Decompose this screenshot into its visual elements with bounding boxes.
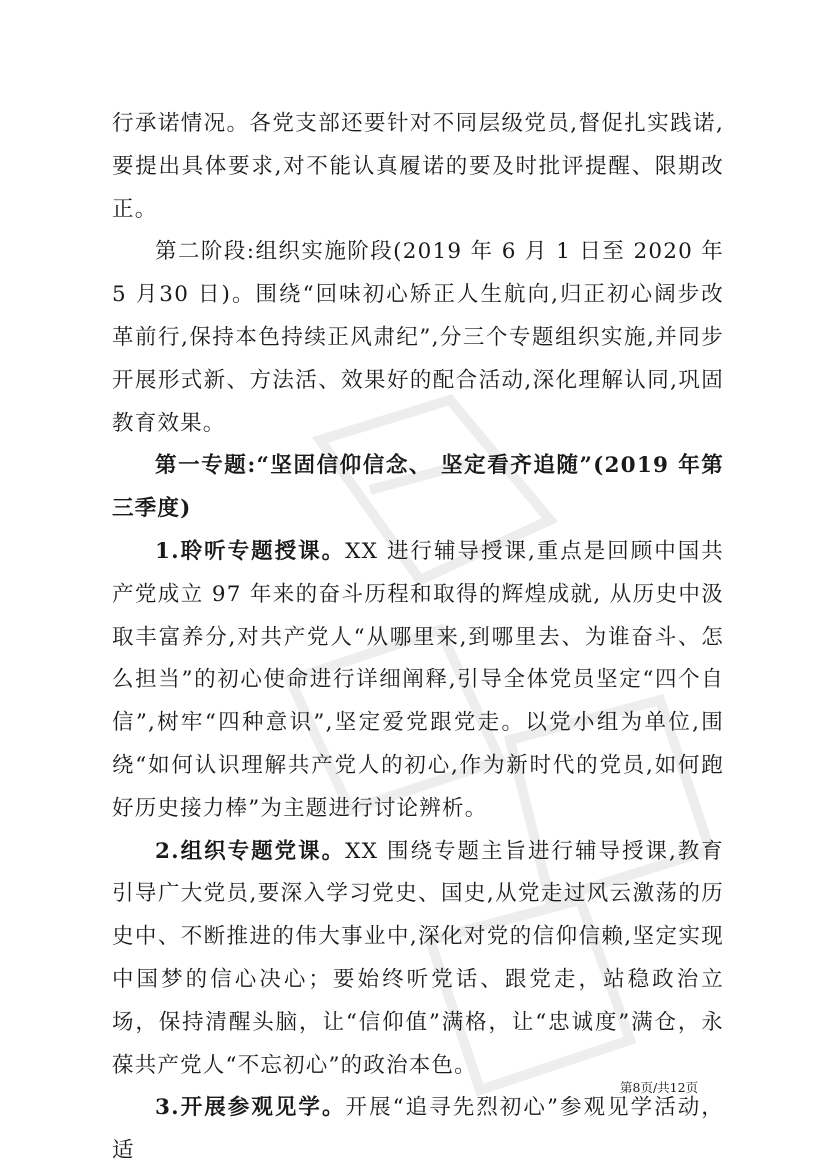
item-lead: 1.聆听专题授课。: [155, 538, 346, 564]
item-lead: 2.组织专题党课。: [155, 838, 346, 864]
paragraph-text: 开展“追寻先烈初心”参观见学活动，适: [112, 1095, 725, 1164]
page-number-footer: 第8页/共12页: [620, 1080, 699, 1095]
paragraph-item-1: [112, 531, 724, 831]
heading-text: 第一专题:“坚固信仰信念、 坚定看齐追随”(2019 年第三季度): [112, 453, 724, 522]
paragraph-text: 行承诺情况。各党支部还要针对不同层级党员,督促扎实践诺,要提出具体要求,对不能认真履诺的要及时批评提醒、限期改正。: [112, 111, 724, 222]
document-body: [112, 103, 724, 1173]
paragraph-text: XX 进行辅导授课,重点是回顾中国共产党成立 97 年来的奋斗历程和取得的辉煌成就, 从历史中汲取丰富养分,对共产党人“从哪里来,到哪里去、为谁奋斗、怎么担当”的初心使命进行详细阐释,引导全体党员坚定“四个自信”,树牢“四种意识”,坚定爱党跟党走。以党小组为单位,围绕“如何认识理解共产党人的初心,作为新时代的党员,如何跑好历史接力棒”为主题进行讨论辨析。: [112, 538, 724, 821]
paragraph-commitment: [112, 103, 724, 231]
section-heading-topic-one: [112, 445, 724, 531]
paragraph-item-3: [112, 1087, 724, 1173]
item-lead: 3.开展参观见学。: [155, 1095, 346, 1121]
paragraph-item-2: [112, 831, 724, 1088]
paragraph-text: XX 围绕专题主旨进行辅导授课,教育引导广大党员,要深入学习党史、国史,从党走过风云激荡的历史中、不断推进的伟大事业中,深化对党的信仰信赖,坚定实现中国梦的信心决心；要始终听党话、跟党走，站稳政治立场，保持清醒头脑，让“信仰值”满格，让“忠诚度”满仓，永葆共产党人“不忘初心”的政治本色。: [112, 838, 724, 1078]
paragraph-text: 第二阶段:组织实施阶段(2019 年 6 月 1 日至 2020 年 5 月30 日)。围绕“回味初心矫正人生航向,归正初心阔步改革前行,保持本色持续正风肃纪”,分三个专题组织实施,并同步开展形式新、方法活、效果好的配合活动,深化理解认同,巩固教育效果。: [112, 239, 724, 436]
paragraph-stage-two: [112, 231, 724, 445]
